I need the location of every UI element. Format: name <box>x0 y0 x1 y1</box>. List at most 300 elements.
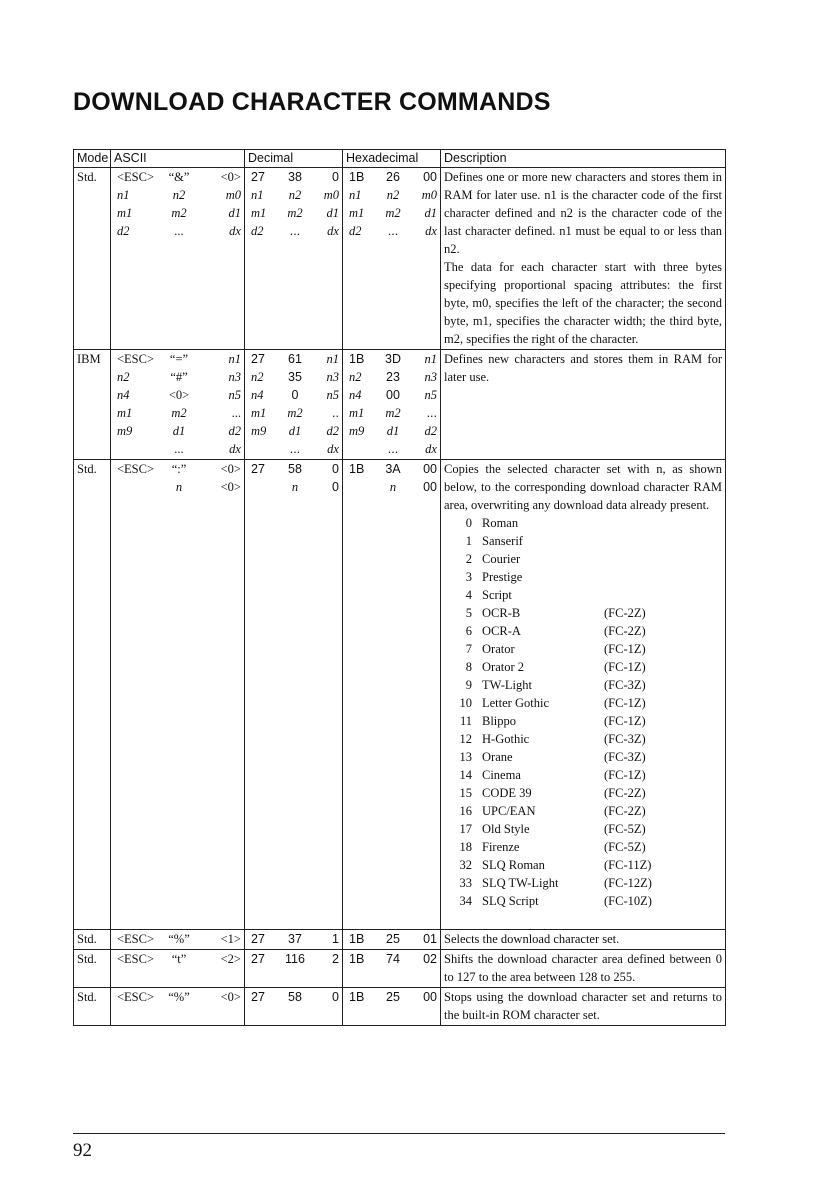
column-header: Mode <box>74 150 111 168</box>
decimal-value: 27 <box>251 352 265 366</box>
hex-value: 1B <box>349 990 365 1004</box>
font-list-item <box>444 784 722 802</box>
mode-cell: IBM <box>74 350 111 460</box>
description-cell <box>441 950 726 988</box>
hex-line <box>343 350 440 368</box>
font-number: 2 <box>465 552 472 566</box>
decimal-line <box>245 168 342 186</box>
ascii-value: d1 <box>228 206 241 220</box>
hex-value: 74 <box>386 952 400 966</box>
font-cartridge: (FC-2Z) <box>604 786 646 800</box>
font-name: Roman <box>482 516 519 530</box>
ascii-value: n5 <box>228 388 241 402</box>
description-paragraph: Defines new characters and stores them in RAM for later use. <box>444 352 722 384</box>
ascii-value: m2 <box>171 406 187 420</box>
table-row <box>74 460 726 930</box>
description-paragraph: Shifts the download character area defined between 0 to 127 to the area between 128 to 255. <box>444 952 722 984</box>
font-name: OCR-A <box>482 624 521 638</box>
decimal-line <box>245 404 342 422</box>
hex-value: 1B <box>349 952 365 966</box>
description-paragraph: Stops using the download character set and returns to the built-in ROM character set. <box>444 990 722 1022</box>
decimal-value: 27 <box>251 932 265 946</box>
decimal-line <box>245 422 342 440</box>
font-number: 6 <box>465 624 472 638</box>
decimal-value: dx <box>327 442 339 456</box>
decimal-value: d1 <box>288 424 302 438</box>
decimal-value: m2 <box>287 406 303 420</box>
ascii-value: n2 <box>117 370 130 384</box>
decimal-line <box>245 440 342 458</box>
ascii-line <box>111 460 244 478</box>
hex-cell <box>343 930 441 950</box>
hex-value: n1 <box>424 352 437 366</box>
decimal-line <box>245 386 342 404</box>
decimal-value: dx <box>327 224 339 238</box>
hex-line <box>343 368 440 386</box>
ascii-value: dx <box>229 224 241 238</box>
decimal-line <box>245 478 342 496</box>
font-name: Blippo <box>482 714 517 728</box>
table-row <box>74 168 726 350</box>
font-list-item <box>444 586 722 604</box>
description-cell <box>441 350 726 460</box>
font-number: 8 <box>465 660 472 674</box>
font-list-item <box>444 676 722 694</box>
decimal-value: m0 <box>323 188 339 202</box>
decimal-cell <box>245 988 343 1026</box>
hex-line <box>343 422 440 440</box>
ascii-value: “=” <box>169 352 189 366</box>
hex-value: dx <box>425 224 437 238</box>
table-row <box>74 350 726 460</box>
column-header: Decimal <box>245 150 343 168</box>
hex-line <box>343 204 440 222</box>
decimal-value: m1 <box>251 406 267 420</box>
ascii-value: n2 <box>172 188 186 202</box>
font-name: CODE 39 <box>482 786 532 800</box>
hex-cell <box>343 988 441 1026</box>
decimal-value: ... <box>289 224 301 238</box>
column-header: ASCII <box>111 150 245 168</box>
decimal-line <box>245 350 342 368</box>
font-number: 5 <box>465 606 472 620</box>
hex-value: m9 <box>349 424 365 438</box>
decimal-value: m9 <box>251 424 267 438</box>
hex-value: m0 <box>421 188 437 202</box>
ascii-value: ... <box>174 224 184 238</box>
font-cartridge: (FC-2Z) <box>604 624 646 638</box>
decimal-value: d2 <box>251 224 264 238</box>
font-list-item <box>444 730 722 748</box>
decimal-value: 27 <box>251 462 265 476</box>
font-number: 18 <box>459 840 472 854</box>
decimal-line <box>245 460 342 478</box>
font-cartridge: (FC-3Z) <box>604 678 646 692</box>
decimal-line <box>245 988 342 1006</box>
ascii-line <box>111 350 244 368</box>
ascii-value: dx <box>229 442 241 456</box>
ascii-value: <1> <box>220 932 241 946</box>
hex-value: dx <box>425 442 437 456</box>
hex-value: 25 <box>386 932 400 946</box>
hex-value: n2 <box>386 188 400 202</box>
ascii-line <box>111 950 244 968</box>
decimal-value: 2 <box>332 952 339 966</box>
font-number: 4 <box>465 588 472 602</box>
page-title: DOWNLOAD CHARACTER COMMANDS <box>73 88 551 116</box>
ascii-value: d1 <box>172 424 186 438</box>
font-list-item <box>444 838 722 856</box>
font-cartridge: (FC-11Z) <box>604 858 652 872</box>
decimal-value: ... <box>289 442 301 456</box>
ascii-value: <ESC> <box>117 932 155 946</box>
font-number: 3 <box>465 570 472 584</box>
font-list-item <box>444 712 722 730</box>
font-cartridge: (FC-12Z) <box>604 876 652 890</box>
ascii-value <box>117 478 158 496</box>
description-paragraph: Selects the download character set. <box>444 932 620 946</box>
hex-value: 00 <box>423 170 437 184</box>
font-name: UPC/EAN <box>482 804 536 818</box>
decimal-value: 0 <box>332 462 339 476</box>
ascii-line <box>111 186 244 204</box>
decimal-value: m2 <box>287 206 303 220</box>
ascii-line <box>111 204 244 222</box>
decimal-cell <box>245 950 343 988</box>
hex-value: m2 <box>385 206 401 220</box>
ascii-value: <0> <box>168 388 190 402</box>
decimal-cell <box>245 168 343 350</box>
hex-value: n4 <box>349 388 362 402</box>
hex-value: ... <box>387 442 399 456</box>
font-list-item <box>444 874 722 892</box>
font-name: Letter Gothic <box>482 696 549 710</box>
font-cartridge: (FC-5Z) <box>604 840 646 854</box>
ascii-value: “%” <box>168 932 190 946</box>
ascii-line <box>111 930 244 948</box>
hex-value: 3D <box>385 352 401 366</box>
ascii-cell <box>111 950 245 988</box>
font-name: H-Gothic <box>482 732 530 746</box>
ascii-value: n1 <box>228 352 241 366</box>
decimal-value: 0 <box>332 480 339 494</box>
font-number: 14 <box>459 768 472 782</box>
font-number: 16 <box>459 804 472 818</box>
font-number: 9 <box>465 678 472 692</box>
page-number: 92 <box>73 1140 92 1161</box>
table-row <box>74 930 726 950</box>
ascii-value: m0 <box>225 188 241 202</box>
hex-cell <box>343 168 441 350</box>
decimal-value: 27 <box>251 952 265 966</box>
decimal-cell <box>245 460 343 930</box>
ascii-line <box>111 168 244 186</box>
ascii-value: ... <box>174 442 184 456</box>
hex-value: 26 <box>386 170 400 184</box>
hex-value: 00 <box>386 388 400 402</box>
ascii-value: <ESC> <box>117 990 155 1004</box>
hex-cell <box>343 950 441 988</box>
ascii-cell <box>111 460 245 930</box>
decimal-value: d2 <box>326 424 339 438</box>
ascii-cell <box>111 168 245 350</box>
ascii-line <box>111 440 244 458</box>
decimal-line <box>245 204 342 222</box>
hex-value: 02 <box>423 952 437 966</box>
font-cartridge: (FC-2Z) <box>604 804 646 818</box>
decimal-value: n3 <box>326 370 339 384</box>
hex-line <box>343 386 440 404</box>
font-number: 13 <box>459 750 472 764</box>
ascii-value: ... <box>231 406 241 420</box>
hex-value: d1 <box>386 424 400 438</box>
decimal-value: n5 <box>326 388 339 402</box>
decimal-value: 116 <box>285 952 305 966</box>
table-row <box>74 988 726 1026</box>
font-list-item <box>444 514 722 532</box>
hex-value: ... <box>387 224 399 238</box>
description-cell <box>441 168 726 350</box>
decimal-value: 58 <box>288 462 302 476</box>
decimal-line <box>245 186 342 204</box>
hex-value: n1 <box>349 188 362 202</box>
font-list-item <box>444 856 722 874</box>
decimal-value: n2 <box>251 370 264 384</box>
font-cartridge: (FC-1Z) <box>604 642 646 656</box>
font-cartridge: (FC-3Z) <box>604 750 646 764</box>
font-number: 12 <box>459 732 472 746</box>
decimal-value <box>251 478 280 496</box>
font-cartridge: (FC-1Z) <box>604 768 646 782</box>
hex-value: 23 <box>386 370 400 384</box>
hex-line <box>343 478 440 496</box>
hex-value <box>349 440 378 458</box>
hex-value: 1B <box>349 462 365 476</box>
hex-line <box>343 168 440 186</box>
hex-value: n <box>389 480 397 494</box>
ascii-value: <ESC> <box>117 952 155 966</box>
font-list-item <box>444 604 722 622</box>
hex-value: 1B <box>349 932 365 946</box>
font-name: Orator <box>482 642 515 656</box>
footer-divider <box>73 1133 725 1134</box>
mode-cell: Std. <box>74 168 111 350</box>
ascii-value: n <box>175 480 183 494</box>
ascii-line <box>111 422 244 440</box>
ascii-value: <2> <box>220 952 241 966</box>
hex-value: 25 <box>386 990 400 1004</box>
font-name: Courier <box>482 552 521 566</box>
decimal-value: 35 <box>288 370 302 384</box>
ascii-value: “&” <box>168 170 190 184</box>
font-list-item <box>444 658 722 676</box>
ascii-value: <0> <box>220 990 241 1004</box>
decimal-value: 27 <box>251 170 265 184</box>
decimal-value: d1 <box>326 206 339 220</box>
hex-value: d2 <box>349 224 362 238</box>
decimal-line <box>245 950 342 968</box>
hex-line <box>343 950 440 968</box>
ascii-value <box>117 440 158 458</box>
command-table <box>73 149 726 1026</box>
column-header: Description <box>441 150 726 168</box>
decimal-cell <box>245 930 343 950</box>
font-cartridge: (FC-1Z) <box>604 714 646 728</box>
table-header-row <box>74 150 726 168</box>
font-number: 1 <box>465 534 472 548</box>
decimal-value: m1 <box>251 206 267 220</box>
ascii-cell <box>111 930 245 950</box>
font-number: 11 <box>459 714 472 728</box>
decimal-value: 61 <box>288 352 302 366</box>
font-name: SLQ Roman <box>482 858 545 872</box>
hex-value: m1 <box>349 206 365 220</box>
font-list-item <box>444 892 722 910</box>
hex-value: 00 <box>423 990 437 1004</box>
ascii-value: “:” <box>171 462 187 476</box>
hex-value: m1 <box>349 406 365 420</box>
hex-value: 01 <box>423 932 437 946</box>
hex-value: ... <box>426 406 437 420</box>
font-number: 7 <box>465 642 472 656</box>
hex-value: n5 <box>424 388 437 402</box>
ascii-value: “t” <box>171 952 187 966</box>
font-name: Orane <box>482 750 513 764</box>
font-number: 10 <box>459 696 472 710</box>
ascii-line <box>111 478 244 496</box>
ascii-line <box>111 386 244 404</box>
mode-cell: Std. <box>74 930 111 950</box>
font-list-item <box>444 568 722 586</box>
decimal-value <box>251 440 280 458</box>
ascii-value: n3 <box>228 370 241 384</box>
hex-line <box>343 930 440 948</box>
decimal-value: 0 <box>291 388 299 402</box>
font-cartridge: (FC-1Z) <box>604 696 646 710</box>
ascii-value: d2 <box>117 224 130 238</box>
font-name: Old Style <box>482 822 530 836</box>
hex-value: d2 <box>424 424 437 438</box>
hex-line <box>343 186 440 204</box>
decimal-line <box>245 222 342 240</box>
decimal-value: 37 <box>288 932 302 946</box>
hex-line <box>343 988 440 1006</box>
font-list-item <box>444 694 722 712</box>
ascii-value: <0> <box>220 170 241 184</box>
font-list-item <box>444 622 722 640</box>
font-name: SLQ TW-Light <box>482 876 559 890</box>
hex-cell <box>343 350 441 460</box>
ascii-value: m9 <box>117 424 133 438</box>
table-row <box>74 950 726 988</box>
ascii-value: “%” <box>168 990 190 1004</box>
decimal-value: 58 <box>288 990 302 1004</box>
decimal-value: .. <box>332 406 339 420</box>
decimal-value: 1 <box>332 932 339 946</box>
ascii-value: <ESC> <box>117 352 155 366</box>
hex-value: 00 <box>423 462 437 476</box>
font-name: Cinema <box>482 768 521 782</box>
ascii-value: <0> <box>220 480 241 494</box>
mode-cell: Std. <box>74 988 111 1026</box>
ascii-value: m2 <box>171 206 187 220</box>
description-paragraph: The data for each character start with three bytes specifying proportional spacing attributes: the first byte, m0, specifies the left of the character; the second byte, m1, specifies the character width; the third byte, m2, specifies the right of the character. <box>444 260 722 346</box>
ascii-value: <0> <box>220 462 241 476</box>
font-list-item <box>444 640 722 658</box>
font-cartridge: (FC-2Z) <box>604 606 646 620</box>
ascii-value: n1 <box>117 188 130 202</box>
ascii-value: “#” <box>170 370 188 384</box>
font-number: 34 <box>459 894 472 908</box>
hex-value: d1 <box>424 206 437 220</box>
ascii-line <box>111 368 244 386</box>
font-name: Prestige <box>482 570 523 584</box>
mode-cell: Std. <box>74 460 111 930</box>
font-number: 33 <box>459 876 472 890</box>
hex-value: n3 <box>424 370 437 384</box>
font-name: OCR-B <box>482 606 521 620</box>
font-cartridge: (FC-5Z) <box>604 822 646 836</box>
ascii-cell <box>111 988 245 1026</box>
decimal-value: 0 <box>332 170 339 184</box>
hex-value: 3A <box>385 462 401 476</box>
hex-value <box>349 478 378 496</box>
decimal-line <box>245 930 342 948</box>
font-name: Sanserif <box>482 534 523 548</box>
font-list <box>444 514 722 910</box>
description-cell <box>441 460 726 930</box>
font-number: 17 <box>459 822 472 836</box>
font-number: 0 <box>465 516 472 530</box>
font-cartridge: (FC-1Z) <box>604 660 646 674</box>
font-list-item <box>444 532 722 550</box>
description-cell <box>441 988 726 1026</box>
ascii-value: <ESC> <box>117 462 155 476</box>
decimal-value: n <box>291 480 299 494</box>
font-cartridge: (FC-10Z) <box>604 894 652 908</box>
hex-cell <box>343 460 441 930</box>
ascii-line <box>111 222 244 240</box>
ascii-value: d2 <box>228 424 241 438</box>
decimal-value: 27 <box>251 990 265 1004</box>
hex-value: 1B <box>349 352 365 366</box>
ascii-value: m1 <box>117 206 133 220</box>
hex-value: n2 <box>349 370 362 384</box>
font-name: Firenze <box>482 840 520 854</box>
hex-line <box>343 404 440 422</box>
hex-value: 00 <box>423 480 437 494</box>
ascii-value: <ESC> <box>117 170 155 184</box>
ascii-value: n4 <box>117 388 130 402</box>
font-number: 32 <box>459 858 472 872</box>
font-name: TW-Light <box>482 678 532 692</box>
font-list-item <box>444 766 722 784</box>
font-list-item <box>444 748 722 766</box>
ascii-line <box>111 988 244 1006</box>
ascii-value: m1 <box>117 406 133 420</box>
decimal-value: n2 <box>288 188 302 202</box>
hex-value: 1B <box>349 170 365 184</box>
font-name: Orator 2 <box>482 660 524 674</box>
ascii-cell <box>111 350 245 460</box>
ascii-line <box>111 404 244 422</box>
decimal-value: 38 <box>288 170 302 184</box>
decimal-line <box>245 368 342 386</box>
font-list-item <box>444 820 722 838</box>
decimal-value: n4 <box>251 388 264 402</box>
decimal-value: 0 <box>332 990 339 1004</box>
column-header: Hexadecimal <box>343 150 441 168</box>
